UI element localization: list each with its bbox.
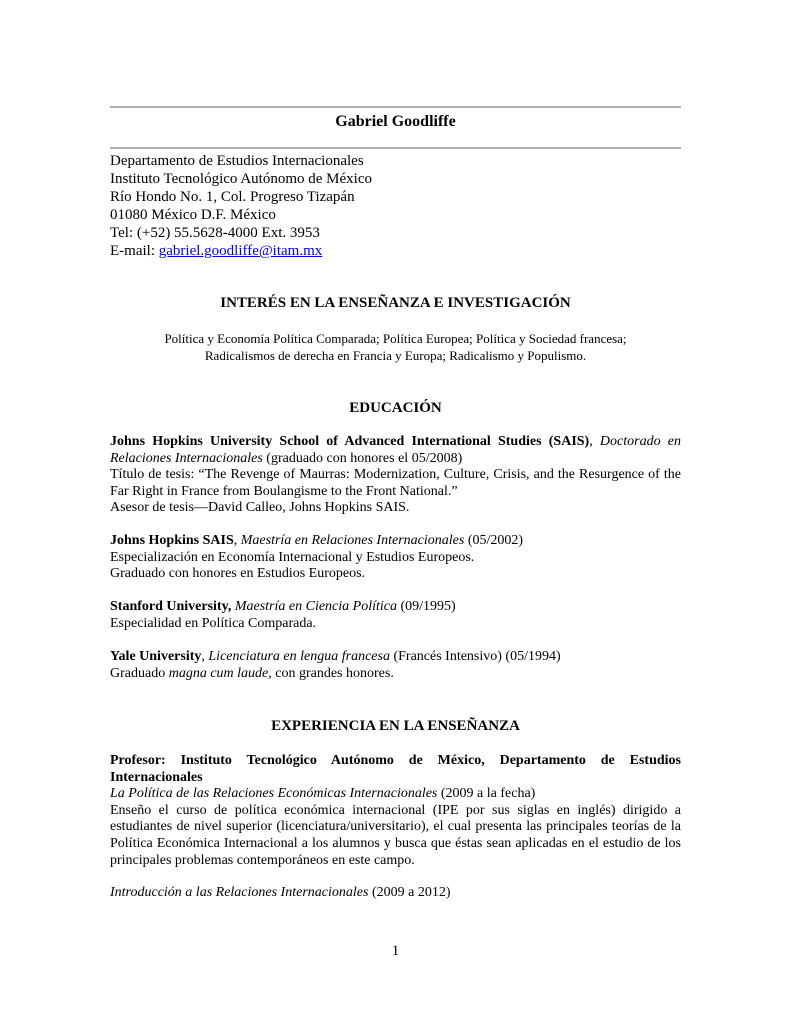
email-link[interactable]: gabriel.goodliffe@itam.mx [158,243,323,259]
email-line [110,242,681,260]
degree-detail: (graduado con honores el 05/2008) [262,450,463,466]
school: Stanford University, [110,599,232,614]
detail-line: Graduado con honores en Estudios Europeos. [110,566,366,582]
interests-line: Política y Economía Política Comparada; Política Europea; Política y Sociedad francesa; [164,331,627,346]
interests-line: Radicalismos de derecha en Francia y Europa; Radicalismo y Populismo. [204,348,587,363]
interests-text [110,330,681,364]
teaching-heading: EXPERIENCIA EN LA ENSEÑANZA [271,718,520,734]
interests-heading: INTERÉS EN LA ENSEÑANZA E INVESTIGACIÓN [220,295,571,311]
course-title: La Política de las Relaciones Económicas Internacionales [110,786,438,802]
contact-block [110,152,681,260]
city: 01080 México D.F. México [110,207,276,223]
degree: Licenciatura en lengua francesa [208,649,390,664]
school: Johns Hopkins SAIS [110,533,234,548]
thesis-advisor: Asesor de tesis—David Calleo, Johns Hopkins SAIS. [110,500,410,516]
degree: Maestría en Ciencia Política [234,599,397,614]
top-rule [110,106,681,108]
degree-detail: (05/2002) [464,533,524,548]
telephone: Tel: (+52) 55.5628-4000 Ext. 3953 [110,225,320,241]
page-number: 1 [391,943,400,959]
institution: Instituto Tecnológico Autónomo de México [110,171,372,187]
school: Johns Hopkins University School of Advanced International Studies (SAIS) [110,434,590,449]
education-item [110,599,681,632]
school: Yale University [110,649,202,664]
detail-line: Especialidad en Política Comparada. [110,615,317,631]
detail: Graduado [110,665,169,681]
degree: Doctorado en Relaciones Internacionales [110,434,681,466]
street: Río Hondo No. 1, Col. Progreso Tizapán [110,189,355,205]
education-item [110,434,681,517]
degree-detail: (09/1995) [396,599,456,614]
author-name: Gabriel Goodliffe [335,113,456,130]
detail-line: Especialización en Economía Internacional y Estudios Europeos. [110,549,475,565]
sep: , [589,434,600,449]
sep: , [201,649,209,664]
honors: magna cum laude, [168,665,272,681]
department: Departamento de Estudios Internacionales [110,153,364,169]
sep: , [233,533,241,548]
course-dates: (2009 a 2012) [368,885,451,901]
education-item [110,649,681,682]
course-title: Introducción a las Relaciones Internacionales [110,885,369,901]
degree: Maestría en Relaciones Internacionales [240,533,465,548]
position: Profesor: Instituto Tecnológico Autónomo de México, Departamento de Estudios Internacionales [110,753,681,785]
bottom-rule [110,147,681,149]
detail: con grandes honores. [271,665,394,681]
thesis-title: Título de tesis: “The Revenge of Maurras: Modernization, Culture, Crisis, and the Resurgence of the Far Right in France from Boulangisme to the Front National.” [110,467,681,499]
teaching-item [110,753,681,902]
course-dates: (2009 a la fecha) [437,786,536,802]
education-heading: EDUCACIÓN [349,400,442,416]
degree-detail: (Francés Intensivo) (05/1994) [389,649,561,664]
education-item [110,533,681,583]
course-description: Enseño el curso de política económica internacional (IPE por sus siglas en inglés) dirigido a estudiantes de nivel superior (licenciatura/universitario), el cual presenta las principales teorías de la Política Económica Internacional a los alumnos y busca que éstas sean aplicadas en el estudio de los principales problemas contemporáneos en este campo. [110,802,681,868]
email-label: E-mail: [110,243,159,259]
